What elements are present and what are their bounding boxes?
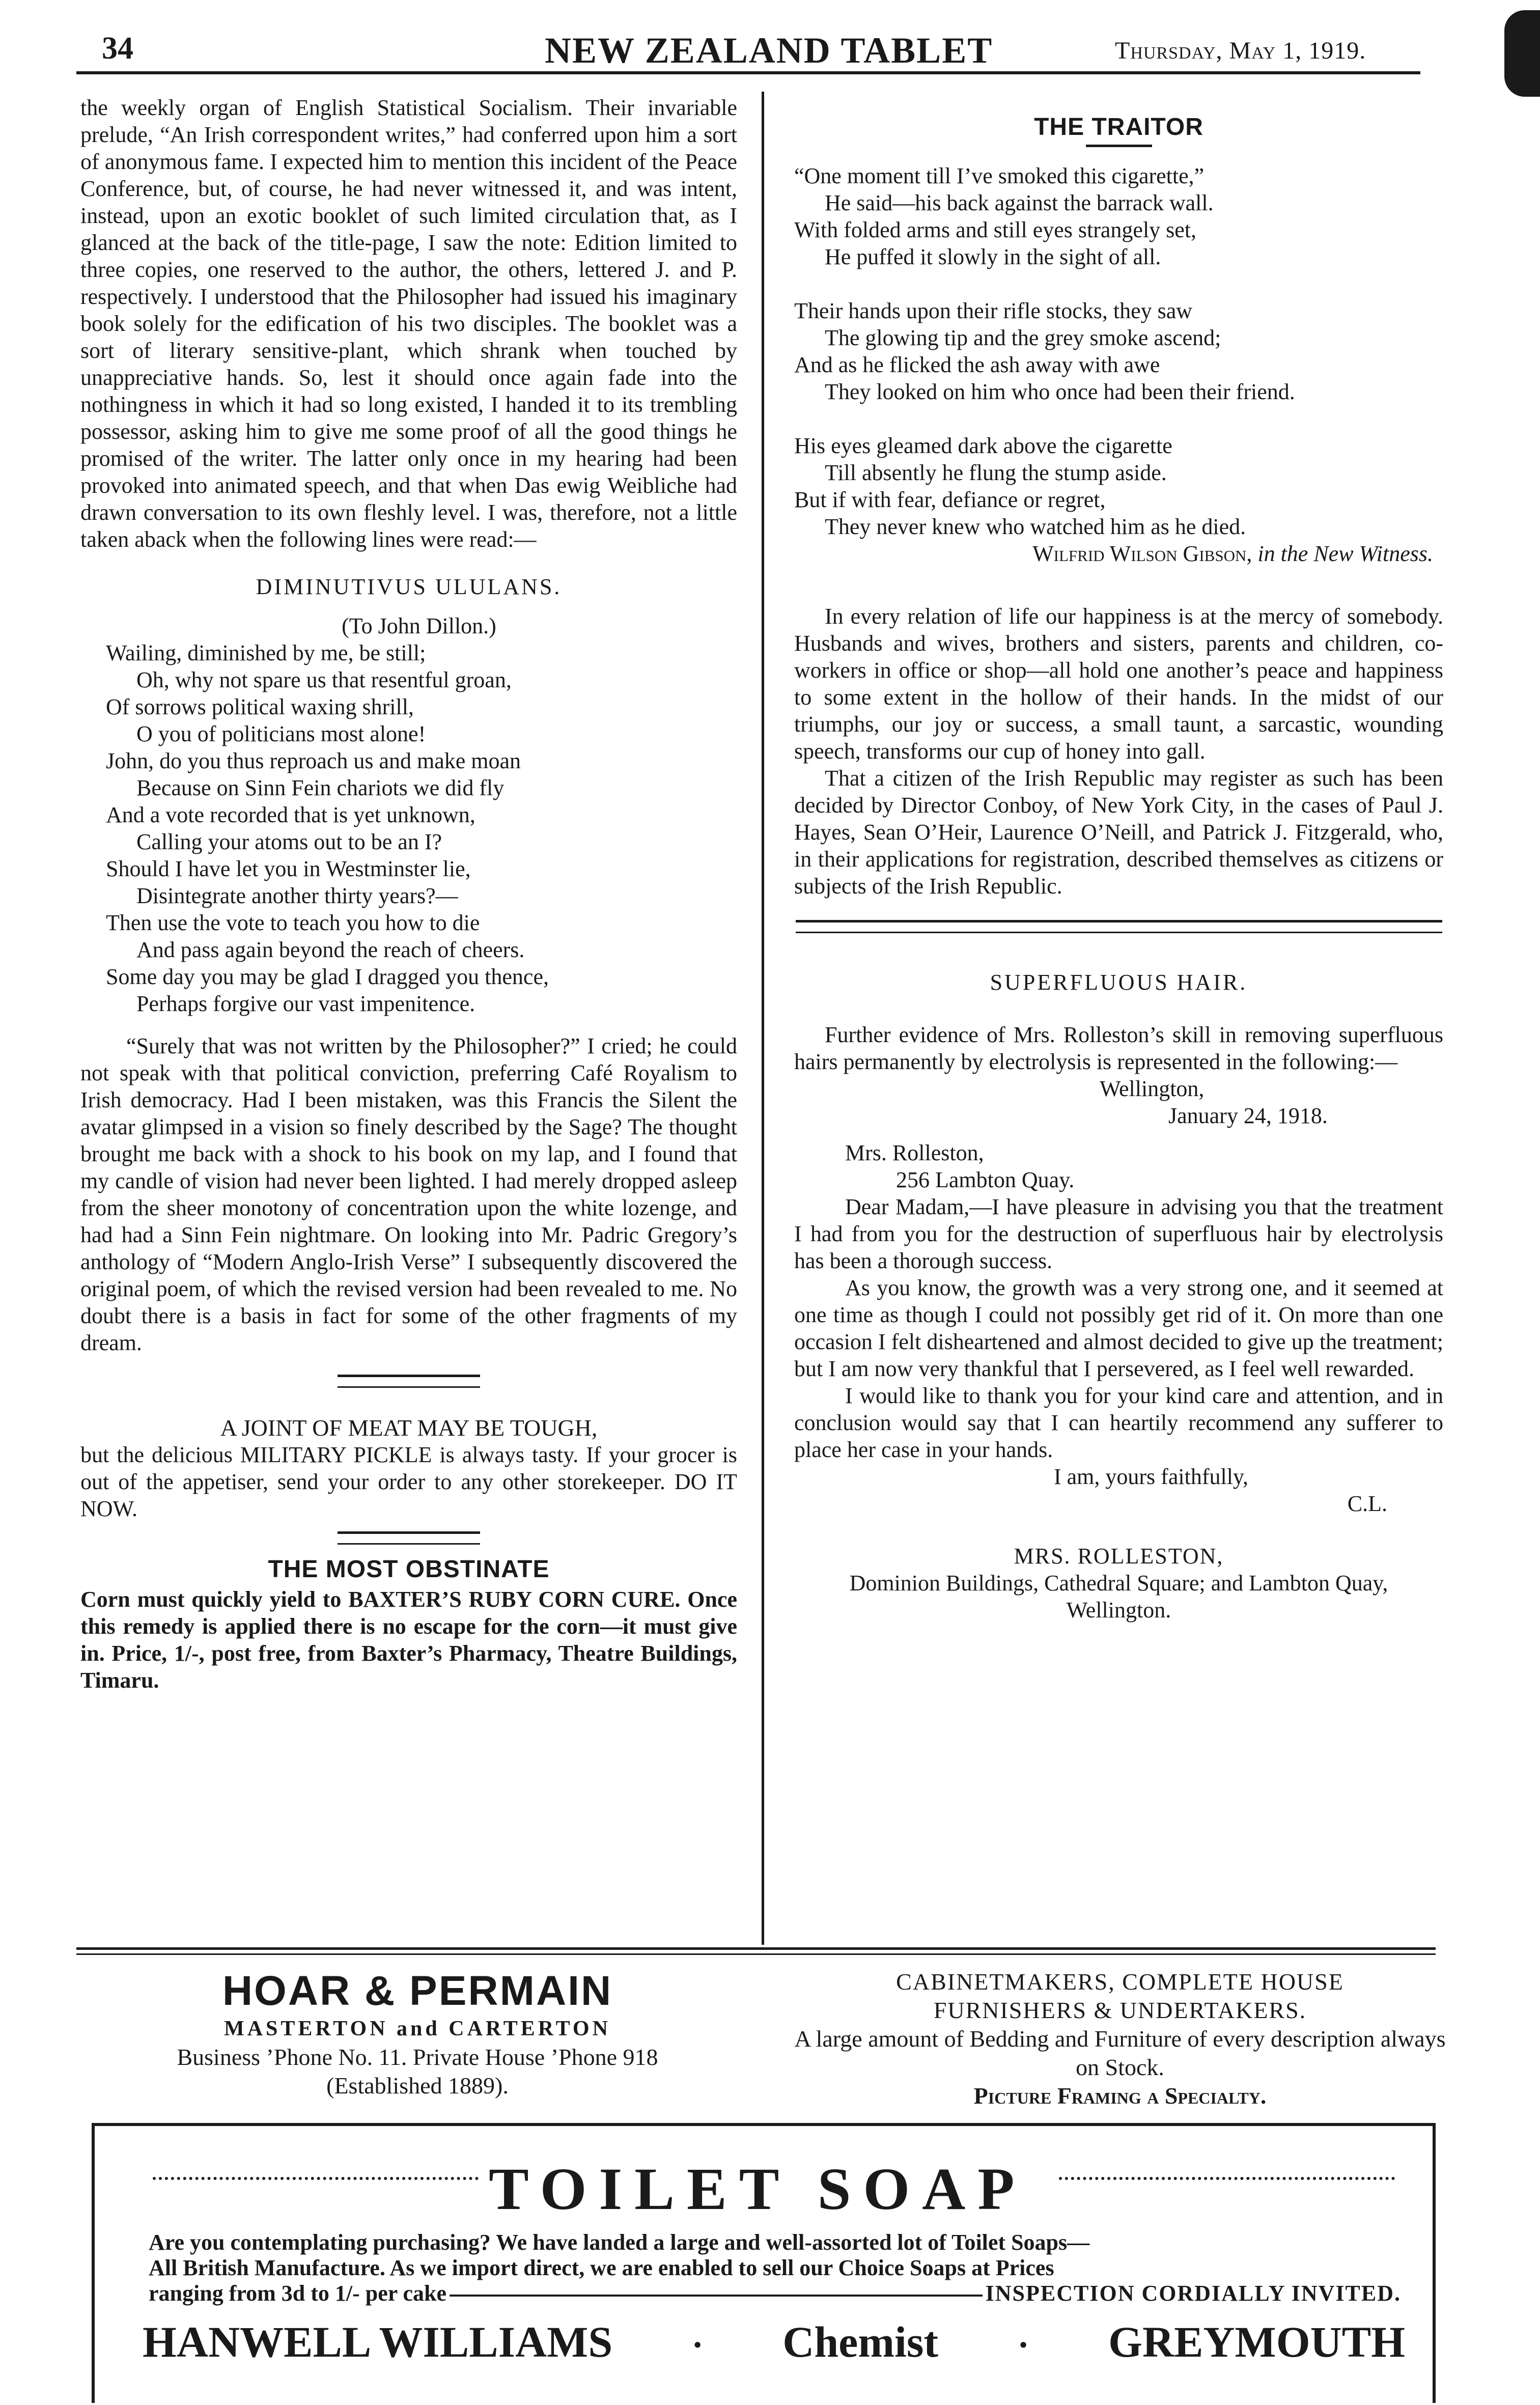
- poem-line: He puffed it slowly in the sight of all.: [825, 244, 1161, 269]
- poem-line: They looked on him who once had been their friend.: [825, 379, 1295, 404]
- poem-line: They never knew who watched him as he died.: [825, 514, 1246, 539]
- soap-body: [149, 2230, 1401, 2306]
- separator-dot: ·: [691, 2326, 704, 2365]
- column-divider: [762, 92, 764, 1945]
- poem-line: And as he flicked the ash away with awe: [794, 352, 1160, 377]
- chemist-label: Chemist: [782, 2317, 938, 2366]
- soap-body-line: All British Manufacture. As we import direct, we are enabled to sell our Choice Soaps at Prices: [149, 2255, 1054, 2280]
- left-column: [80, 94, 737, 1694]
- poem-dedication: (To John Dillon.): [342, 613, 496, 638]
- pickle-ad-title: A JOINT OF MEAT MAY BE TOUGH,: [220, 1415, 598, 1441]
- poem-line: Then use the vote to teach you how to die: [106, 910, 480, 935]
- poem-line: Of sorrows political waxing shrill,: [106, 694, 414, 719]
- poem-line: With folded arms and still eyes strangely set,: [794, 217, 1197, 242]
- section-rule: [796, 920, 1442, 933]
- letter-address: 256 Lambton Quay.: [896, 1167, 1075, 1192]
- bottom-rule: [76, 1947, 1436, 1950]
- ad-line: A large amount of Bedding and Furniture of every description always on Stock.: [794, 2026, 1446, 2080]
- ad-line: Picture Framing a Specialty.: [973, 2083, 1267, 2109]
- letter-paragraph: I would like to thank you for your kind care and attention, and in conclusion would say that I can heartily recommend any sufferer to place her case in your hands.: [794, 1383, 1443, 1462]
- ad-locations: MASTERTON and CARTERTON: [224, 2017, 611, 2040]
- hair-intro: Further evidence of Mrs. Rolleston’s skill in removing superfluous hairs permanently by electrolysis is represented in the following:—: [794, 1022, 1443, 1074]
- poem-line: Oh, why not spare us that resentful groan,: [136, 667, 512, 692]
- bottom-rule: [76, 1953, 1436, 1955]
- letter-paragraph: Dear Madam,—I have pleasure in advising you that the treatment I had from you for the destruction of superfluous hair by electrolysis has been a thorough success.: [794, 1194, 1443, 1273]
- letter-signature: C.L.: [1347, 1491, 1387, 1516]
- letter-date: January 24, 1918.: [1168, 1103, 1328, 1128]
- pickle-ad-body: but the delicious MILITARY PICKLE is always tasty. If your grocer is out of the appetiser, send your order to any other storekeeper. DO IT NOW.: [80, 1442, 737, 1521]
- poem-line: Disintegrate another thirty years?—: [136, 883, 458, 908]
- poem-line: O you of politicians most alone!: [136, 721, 426, 746]
- poem-line: And a vote recorded that is yet unknown,: [106, 802, 475, 827]
- poem-line: The glowing tip and the grey smoke ascend;: [825, 325, 1221, 350]
- section-rule: [338, 1531, 480, 1545]
- obstinate-body: Corn must quickly yield to BAXTER’S RUBY CORN CURE. Once this remedy is applied there is no escape for the corn—it must give in. Price, 1/-, post free, from Baxter’s Pharmacy, Theatre Buildings, Timaru.: [80, 1587, 737, 1693]
- poem-line: Because on Sinn Fein chariots we did fly: [136, 775, 505, 800]
- binding-mark: [1504, 10, 1540, 97]
- title-rule: [1086, 145, 1152, 147]
- traitor-title: THE TRAITOR: [1034, 114, 1203, 141]
- intro-paragraph: the weekly organ of English Statistical Socialism. Their invariable prelude, “An Irish correspondent writes,” had conferred upon him a sort of anonymous fame. I expected him to mention this incident of the Peace Conference, but, of course, he had never witnessed it, and was intent, instead, upon an exotic booklet of such limited circulation that, as I glanced at the back of the title-page, I saw the note: Edition limited to three copies, one reserved to the author, the others, lettered J. and P. respectively. I understood that the Philosopher had issued his imaginary book solely for the edification of his two disciples. The booklet was a sort of literary sensitive-plant, which shrank when touched by unappreciative hands. So, lest it should once again fade into the nothingness in which it had so long existed, I handed it to its trembling possessor, asking him to give me some proof of all the good things he promised of the writer. The latter only once in my hearing had been provoked into animated speech, and that when Das ewig Weibliche had drawn conversation to its own fleshly level. I was, therefore, not a little taken aback when the following lines were read:—: [80, 95, 737, 552]
- poem-line: Should I have let you in Westminster lie,: [106, 856, 471, 881]
- issue-date: Thursday, May 1, 1919.: [1115, 37, 1366, 64]
- poem-line: Their hands upon their rifle stocks, they saw: [794, 298, 1193, 323]
- poem-line: And pass again beyond the reach of cheers.: [136, 937, 525, 962]
- republic-paragraph: That a citizen of the Irish Republic may register as such has been decided by Director Conboy, of New York City, in the cases of Paul J. Hayes, Sean O’Heir, Laurence O’Neill, and Patrick J. Fitzgerald, who, in their applications for registration, described themselves as citizens or subjects of the Irish Republic.: [794, 766, 1443, 899]
- traitor-poem: [794, 162, 1443, 567]
- poem-body: [80, 639, 737, 1017]
- section-rule: [338, 1375, 480, 1388]
- poem-line: His eyes gleamed dark above the cigarette: [794, 433, 1172, 458]
- publication-title: NEW ZEALAND TABLET: [545, 30, 993, 71]
- cabinetmakers-ad: [784, 1968, 1456, 2110]
- poem-credit: [794, 540, 1443, 567]
- ad-established: (Established 1889).: [326, 2073, 509, 2099]
- soap-body-line: Are you contemplating purchasing? We have landed a large and well-assorted lot of Toilet Soaps—: [149, 2230, 1090, 2255]
- separator-dot: ·: [1017, 2326, 1029, 2365]
- chemist-name: HANWELL WILLIAMS: [143, 2317, 613, 2366]
- poem-title: DIMINUTIVUS ULULANS.: [256, 574, 562, 599]
- letter-closing: I am, yours faithfully,: [1054, 1464, 1249, 1489]
- right-column: [794, 94, 1443, 1624]
- chemist-town: GREYMOUTH: [1108, 2317, 1405, 2366]
- soap-footer: [143, 2316, 1405, 2371]
- ad-business-name: HOAR & PERMAIN: [222, 1968, 613, 2014]
- soap-title: TOILET SOAP: [489, 2156, 1027, 2222]
- poem-line: John, do you thus reproach us and make moan: [106, 748, 521, 773]
- hair-title: SUPERFLUOUS HAIR.: [990, 970, 1248, 995]
- business-address: Dominion Buildings, Cathedral Square; and Lambton Quay, Wellington.: [849, 1571, 1388, 1623]
- credit-source: in the New Witness.: [1257, 541, 1433, 566]
- relation-paragraph: In every relation of life our happiness is at the mercy of somebody. Husbands and wives, brothers and sisters, parents and children, co-workers in office or shop—all hold one another’s peace and happiness to some extent in the hollow of their hands. In the midst of our triumphs, our joy or success, a small taunt, a sarcastic, wounding speech, transforms our cup of honey into gall.: [794, 604, 1443, 764]
- credit-author: Wilfrid Wilson Gibson,: [1032, 541, 1252, 566]
- business-name: MRS. ROLLESTON,: [1014, 1544, 1224, 1569]
- soap-body-line-3: [149, 2281, 1401, 2306]
- dotted-leader: [1059, 2174, 1395, 2180]
- hoar-permain-ad: [81, 1968, 753, 2100]
- letter-addressee: Mrs. Rolleston,: [845, 1140, 984, 1165]
- obstinate-title: THE MOST OBSTINATE: [268, 1556, 550, 1583]
- letter-paragraph: As you know, the growth was a very strong one, and it seemed at one time as though I could not possibly get rid of it. On more than one occasion I felt disheartened and almost decided to give up the treatment; but I am now very thankful that I persevered, as I feel well rewarded.: [794, 1275, 1443, 1381]
- poem-line: He said—his back against the barrack wall.: [825, 190, 1214, 215]
- soap-price-range: ranging from 3d to 1/- per cake: [149, 2281, 446, 2306]
- after-poem-paragraph: “Surely that was not written by the Philosopher?” I cried; he could not speak with that political conviction, preferring Café Royalism to Irish democracy. Had I been mistaken, was this Francis the Silent the avatar glimpsed in a vision so finely described by the Sage? The thought brought me back with a shock to his book on my lap, and I found that my candle of vision had never been lighted. I had merely dropped asleep from the sheer monotony of concentration upon the white lozenge, and had had a Sinn Fein nightmare. On looking into Mr. Padric Gregory’s anthology of “Modern Anglo-Irish Verse” I subsequently discovered the original poem, of which the revised version had been revealed to me. No doubt there is a basis in fact for some of the other fragments of my dream.: [80, 1033, 737, 1355]
- ad-line: CABINETMAKERS, COMPLETE HOUSE: [896, 1969, 1344, 1995]
- page-number: 34: [102, 31, 133, 66]
- letter-place: Wellington,: [1100, 1076, 1205, 1101]
- poem-line: “One moment till I’ve smoked this cigarette,”: [794, 163, 1205, 188]
- ad-phones: Business ’Phone No. 11. Private House ’Phone 918: [177, 2044, 658, 2070]
- rule-leader: [450, 2295, 983, 2297]
- poem-line: Wailing, diminished by me, be still;: [106, 640, 426, 665]
- soap-inspection: INSPECTION CORDIALLY INVITED.: [985, 2281, 1401, 2306]
- header-rule: [76, 71, 1420, 74]
- poem-line: Perhaps forgive our vast impenitence.: [136, 991, 475, 1016]
- poem-line: But if with fear, defiance or regret,: [794, 487, 1106, 512]
- ad-line: FURNISHERS & UNDERTAKERS.: [933, 1997, 1307, 2023]
- poem-line: Some day you may be glad I dragged you thence,: [106, 964, 549, 989]
- dotted-leader: [153, 2174, 479, 2180]
- poem-line: Calling your atoms out to be an I?: [136, 829, 442, 854]
- poem-line: Till absently he flung the stump aside.: [825, 460, 1167, 485]
